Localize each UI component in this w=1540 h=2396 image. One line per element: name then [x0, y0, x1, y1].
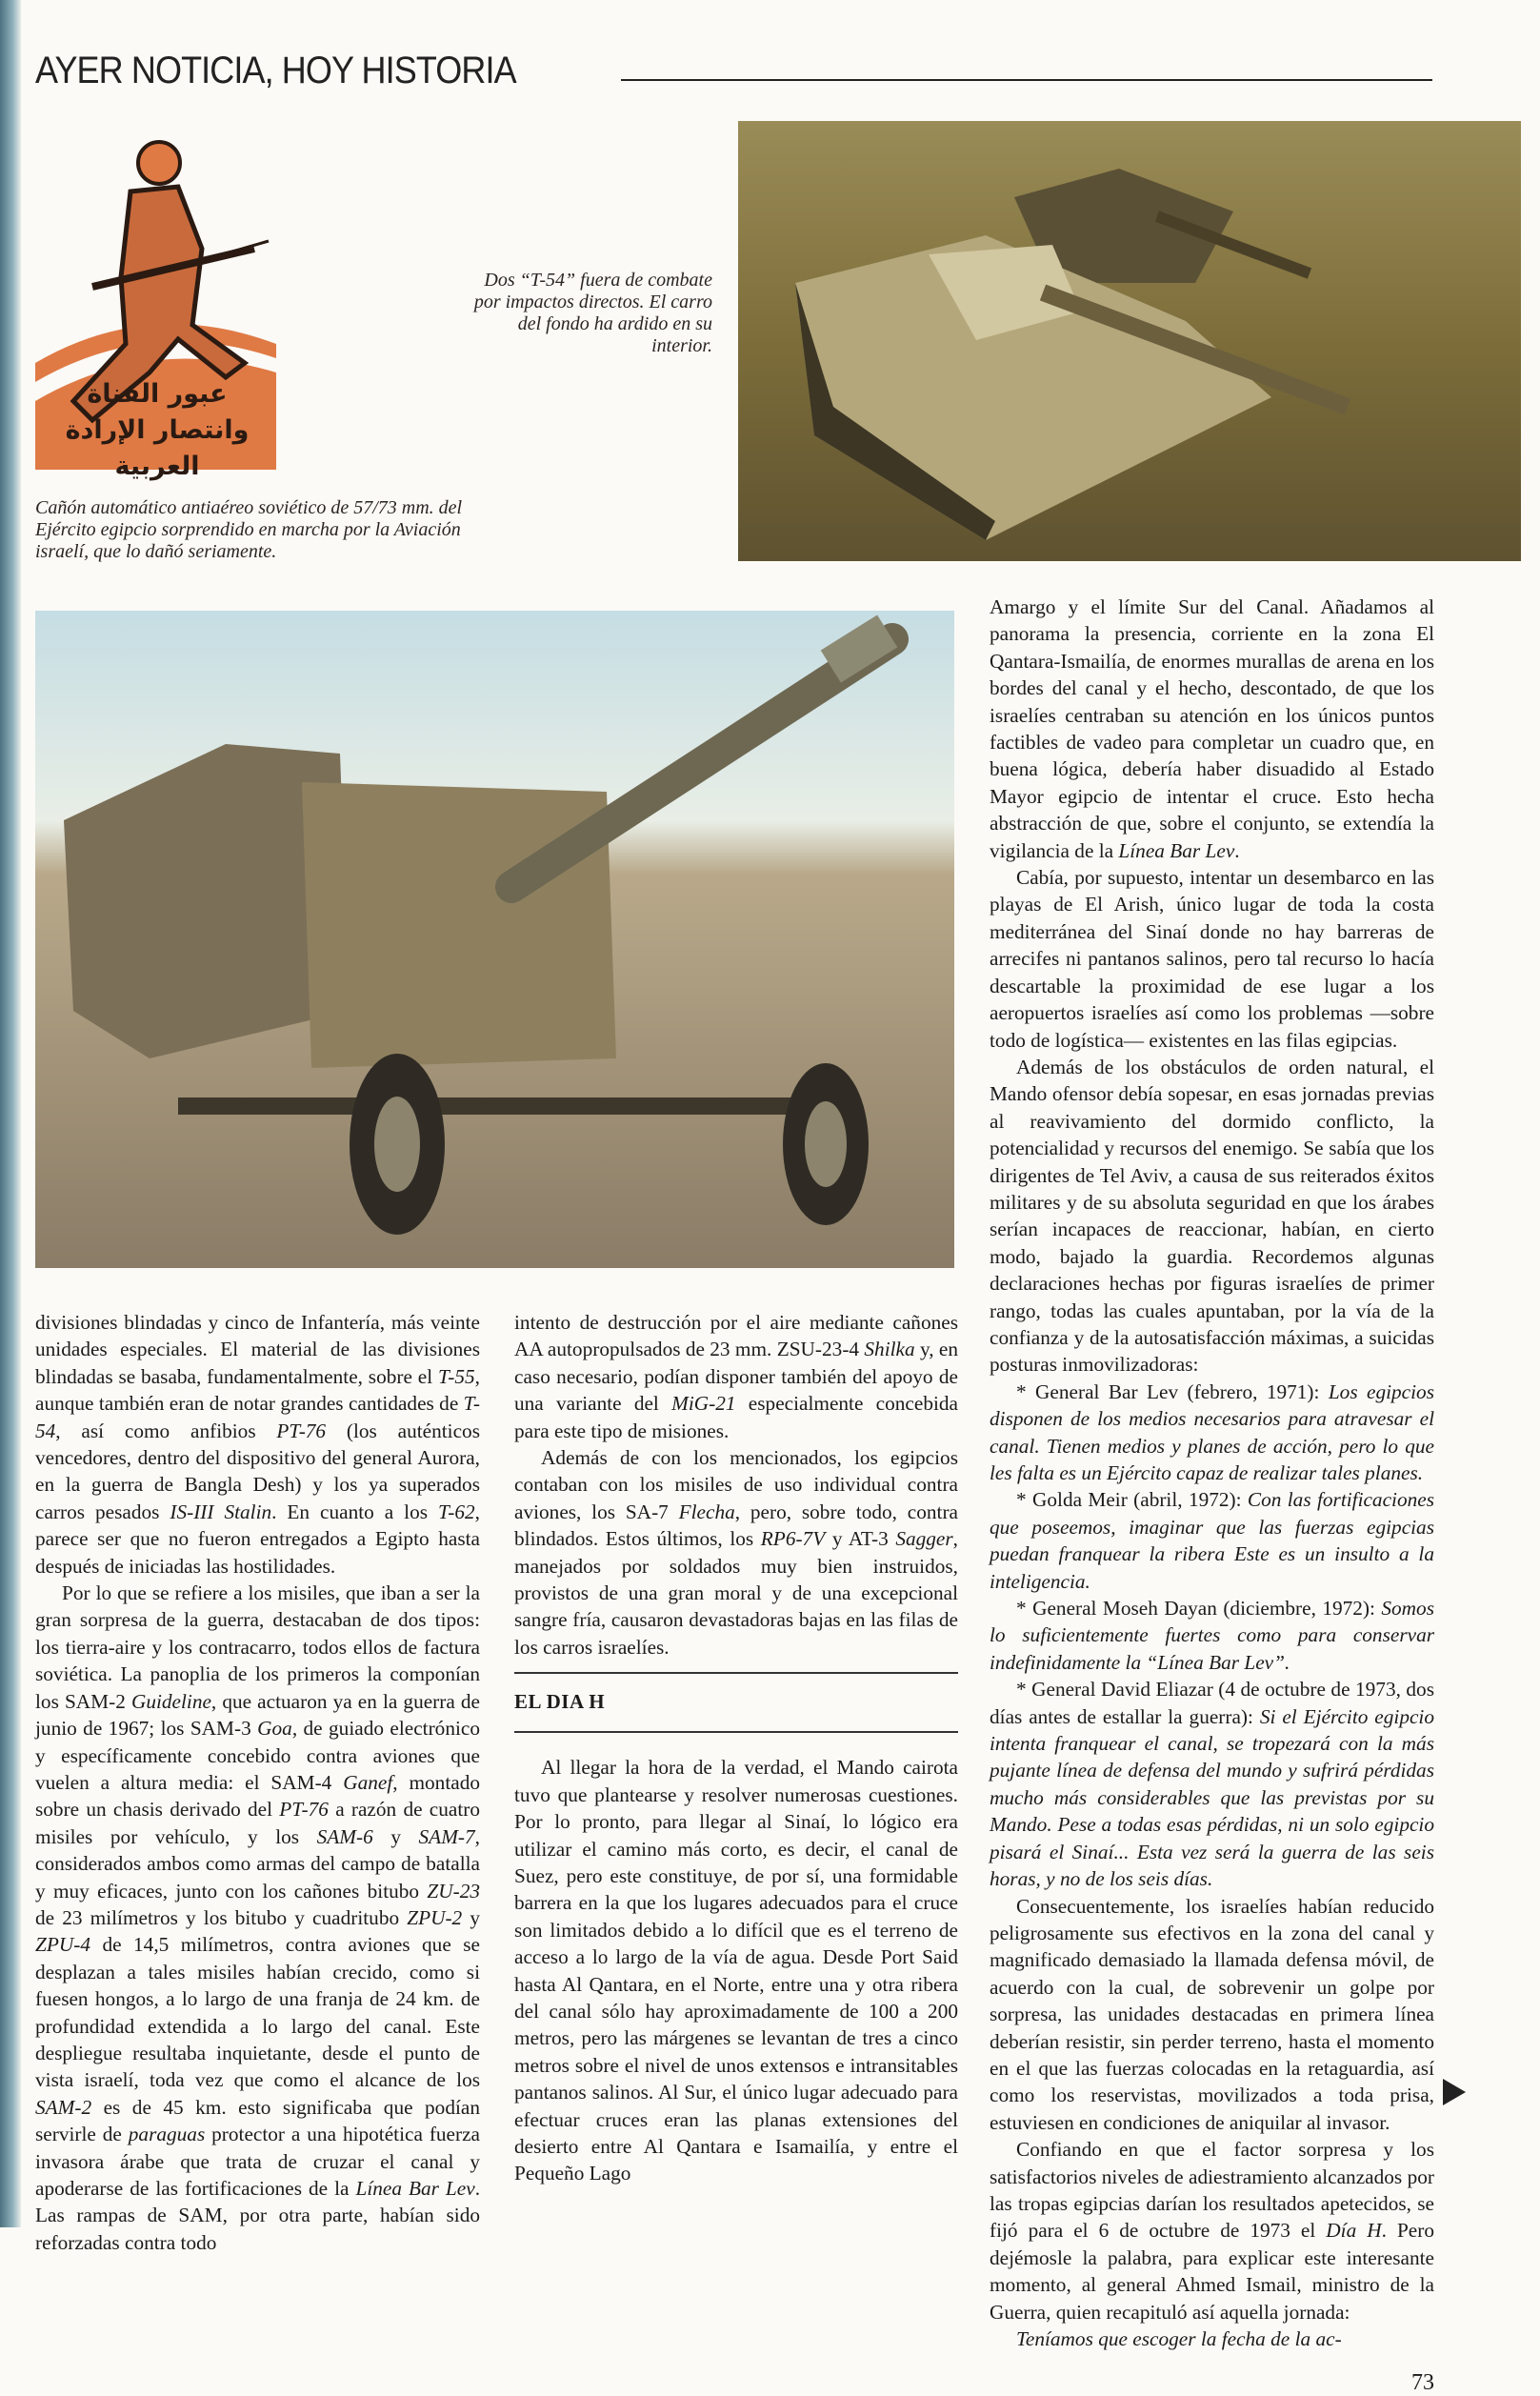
- italic-text: T-54: [35, 1392, 480, 1442]
- italic-text: Si el Ejército egipcio intenta franquear el canal, se tropezará con la más pujante línea de defensa del mundo y sufrirá pérdidas mucho más considerables que las previstas por su Mando. Pese a todas esas pérdidas, ni un solo egipcio pisará el Sinaí... Esta vez será la guerra de las seis horas, y no de los seis días.: [990, 1704, 1434, 1891]
- italic-text: IS-III Stalin: [170, 1500, 272, 1523]
- paragraph: Amargo y el límite Sur del Canal. Añadamos al panorama la presencia, corriente en la zona El Qantara-Ismailía, de enormes murallas de arena en los bordes del canal y el hecho, descontado, de que los israelíes centraban su atención en los únicos puntos factibles de vadeo para completar un cuadro que, en buena lógica, debería haber disuadido al Estado Mayor egipcio de intentar el cruce. Esto hecha abstracción de que, sobre el conjunto, se extendía la vigilancia de la Línea Bar Lev.: [990, 595, 1434, 862]
- italic-text: Con las fortificaciones que poseemos, imaginar que las fuerzas egipcias puedan franquear la ribera Este es un insulto a la inteligencia.: [990, 1488, 1434, 1593]
- article-column-2-stack: [514, 1309, 958, 2187]
- paragraph: Consecuentemente, los israelíes habían reducido peligrosamente sus efectivos en la zona del canal y magnificado demasiado la llamada defensa móvil, de acuerdo con la cual, de sobrevenir un golpe por sorpresa, las unidades destacadas en primera línea deberían resistir, sin perder terreno, hasta el momento en el que las fuerzas colocadas en la retaguardia, así como los reservistas, movilizados a toda prisa, estuviesen en condiciones de aniquilar al invasor.: [990, 1894, 1434, 2134]
- paragraph: * General David Eliazar (4 de octubre de 1973, dos días antes de estallar la guerra): Si el Ejército egipcio intenta franquear el canal, se tropezará con la más pujante línea de defensa del mundo y sufrirá pérdidas mucho más considerables que las previstas por su Mando. Pese a todas esas pérdidas, ni un solo egipcio pisará el Sinaí... Esta vez será la guerra de las seis horas, y no de los seis días.: [990, 1678, 1434, 1891]
- section-rule-bottom: [514, 1731, 958, 1733]
- italic-text: Los egipcios disponen de los medios necesarios para atravesar el canal. Tienen medios y planes de acción, pero lo que les falta es un Ejército capaz de realizar tales planes.: [990, 1379, 1434, 1484]
- italic-text: PT-76: [276, 1419, 327, 1442]
- triangle-right-icon: [1443, 2079, 1466, 2105]
- arabic-line: وانتصار الإرادة العربية: [65, 415, 250, 481]
- article-column-3-stack: [990, 594, 1434, 2396]
- paragraph: Cabía, por supuesto, intentar un desembarco en las playas de El Arish, único lugar de toda la costa mediterránea del Sinaí donde no hay barreras de arrecifes ni pantanos salinos, pero tal recurso lo hacía descartable la proximidad de ese lugar a los aeropuertos israelíes así como los problemas —sobre todo de logística— existentes en las filas egipcias.: [990, 866, 1434, 1052]
- article-column-3: [990, 594, 1434, 2352]
- italic-text: Ganef: [343, 1770, 393, 1794]
- italic-text: RP6-7V: [760, 1527, 826, 1551]
- page-number: 73: [1411, 2370, 1434, 2396]
- paragraph: Además de los obstáculos de orden natural, el Mando ofensor debía sopesar, en esas jornadas previas al reavivamiento del dormido conflicto, la potencialidad y recursos del enemigo. Se sabía que los dirigentes de Tel Aviv, a causa de sus reiterados éxitos militares y de su absoluta seguridad en que los árabes serían incapaces de reaccionar, habían, en cierto modo, bajado la guardia. Recordemos algunas declaraciones hechas por figuras israelíes de primer rango, todas las cuales apuntaban, por la vía de la confianza y de la autosatisfacción máximas, a suicidas posturas inmovilizadoras:: [990, 1055, 1434, 1377]
- italic-text: SAM-7: [418, 1824, 475, 1848]
- italic-text: Línea Bar Lev: [1118, 838, 1235, 862]
- article-column-2-section: [514, 1754, 958, 2187]
- paragraph: Confiando en que el factor sorpresa y los satisfactorios niveles de adiestramiento alcanzados por las tropas egipcias darían los resultados apetecidos, se fijó para el 6 de octubre de 1973 el Día H. Pero dejémosle la palabra, para explicar este interesante momento, al general Ahmed Ismail, ministro de la Guerra, quien recapituló así aquella jornada:: [990, 2138, 1435, 2324]
- italic-text: Día H: [1326, 2219, 1382, 2243]
- italic-text: SAM-2: [35, 2095, 92, 2119]
- paragraph: divisiones blindadas y cinco de Infantería, más veinte unidades especiales. El material de las divisiones blindadas se basaba, fundamentalmente, sobre el T-55, aunque también eran de notar grandes cantidades de T-54, así como anfibios PT-76 (los auténticos vencedores, dentro del dispositivo del general Aurora, en la guerra de Bangla Desh) y los ya superados carros pesados IS-III Stalin. En cuanto a los T-62, parece ser que no fueron entregados a Egipto hasta después de iniciadas las hostilidades.: [35, 1311, 480, 1578]
- italic-text: ZU-23: [427, 1879, 480, 1903]
- italic-text: Teníamos que escoger la fecha de la ac-: [1016, 2327, 1342, 2350]
- paragraph: * General Bar Lev (febrero, 1971): Los egipcios disponen de los medios necesarios para atravesar el canal. Tienen medios y planes de acción, pero lo que les falta es un Ejército capaz de realizar tales planes.: [990, 1379, 1434, 1484]
- italic-text: Línea Bar Lev: [355, 2177, 475, 2200]
- italic-text: MiG-21: [671, 1392, 736, 1416]
- italic-text: SAM-6: [316, 1824, 373, 1848]
- italic-text: Sagger: [895, 1527, 953, 1551]
- italic-text: ZPU-2: [407, 1905, 463, 1929]
- italic-text: paraguas: [128, 2123, 206, 2146]
- arabic-line: عبور القناة: [87, 379, 228, 409]
- paragraph: Al llegar la hora de la verdad, el Mando cairota tuvo que plantearse y resolver numerosas cuestiones. Por lo pronto, para llegar al Sinaí, lo lógico era utilizar el camino más corto, es decir, el canal de Suez, pero este constituye, de por sí, una formidable barrera en la que los lugares adecuados para el cruce son limitados debido a lo difícil que es el terreno de acceso a lo largo de la vía de agua. Desde Port Said hasta Al Qantara, en el Norte, entre una y otra ribera del canal sólo hay aproximadamente de 100 a 200 metros, pero las márgenes se levantan de tres a cinco metros sobre el nivel de unos extensos e intransitables pantanos salinos. Al Sur, el único lugar adecuado para efectuar cruces eran las planas extensiones del desierto entre Al Qantara e Isamailía, y entre el Pequeño Lago: [514, 1756, 958, 2185]
- paragraph: intento de destrucción por el aire mediante cañones AA autopropulsados de 23 mm. ZSU-23-4 Shilka y, en caso necesario, podían disponer también del apoyo de una variante del MiG-21 especialmente concebida para este tipo de misiones.: [514, 1311, 958, 1442]
- italic-text: Flecha: [678, 1500, 735, 1523]
- section-rule-top: [514, 1672, 958, 1674]
- italic-text: Somos lo suficientemente fuertes como para conservar indefinidamente la “Línea Bar Lev”.: [990, 1597, 1434, 1674]
- italic-text: Shilka: [864, 1338, 915, 1361]
- italic-text: T-55: [438, 1364, 475, 1388]
- section-heading: EL DIA H: [514, 1690, 606, 1714]
- paragraph: [990, 2326, 1434, 2352]
- tanks-photo: [738, 121, 1521, 561]
- paragraph: * Golda Meir (abril, 1972): Con las fortificaciones que poseemos, imaginar que las fuerzas egipcias puedan franquear la ribera Este es un insulto a la inteligencia.: [990, 1488, 1434, 1593]
- italic-text: ZPU-4: [35, 1933, 90, 1957]
- paragraph: Por lo que se refiere a los misiles, que iban a ser la gran sorpresa de la guerra, destacaban de dos tipos: los tierra-aire y los contracarro, todos ellos de factura soviética. La panoplia de los primeros la componían los SAM-2 Guideline, que actuaron ya en la guerra de junio de 1967; los SAM-3 Goa, de guiado electrónico y específicamente concebido contra aviones que vuelen a altura media: el SAM-4 Ganef, montado sobre un chasis derivado del PT-76 a razón de cuatro misiles por vehículo, y los SAM-6 y SAM-7, considerados ambos como armas del campo de batalla y muy eficaces, junto con los cañones bitubo ZU-23 de 23 milímetros y los bitubo y cuadritubo ZPU-2 y ZPU-4 de 14,5 milímetros, contra aviones que se desplazan a tales misiles habían crecido, como si fuesen hongos, a lo largo de una franja de 24 km. de profundidad extendida a lo largo del canal. Este despliegue resultaba inquietante, desde el punto de vista israelí, toda vez que como el alcance de los SAM-2 es de 45 km. esto significaba que podían servirle de paraguas protector a una hipotética fuerza invasora árabe que trata de cruzar el canal y apoderarse de las fortificaciones de la Línea Bar Lev. Las rampas de SAM, por otra parte, habían sido reforzadas contra todo: [35, 1581, 481, 2254]
- italic-text: T-62: [438, 1500, 475, 1523]
- tanks-caption: Dos “T-54” fuera de combate por impactos directos. El carro del fondo ha ardido en su interior.: [473, 270, 712, 356]
- article-column-2: [514, 1309, 958, 1661]
- paragraph: Además de con los mencionados, los egipcios contaban con los misiles de uso individual contra aviones, los SA-7 Flecha, pero, sobre todo, contra blindados. Estos últimos, los RP6-7V y AT-3 Sagger, manejados por soldados muy bien instruidos, provistos de una gran moral y de una excepcional sangre fría, causaron devastadoras bajas en las filas de los carros israelíes.: [514, 1446, 958, 1659]
- poster-arabic-text: [43, 376, 271, 485]
- gun-caption: Cañón automático antiaéreo soviético de 57/73 mm. del Ejército egipcio sorprendido en marcha por la Aviación israelí, que lo dañó seriamente.: [35, 497, 463, 562]
- anti-aircraft-gun-photo: [35, 611, 954, 1268]
- italic-text: PT-76: [279, 1798, 329, 1822]
- article-column-1: [35, 1309, 480, 2256]
- scan-edge: [0, 0, 21, 2227]
- italic-text: Goa: [257, 1717, 292, 1741]
- italic-text: Guideline: [130, 1689, 211, 1713]
- title-rule: [621, 79, 1432, 81]
- running-title: AYER NOTICIA, HOY HISTORIA: [35, 50, 516, 91]
- paragraph: * General Moseh Dayan (diciembre, 1972): Somos lo suficientemente fuertes como para conservar indefinidamente la “Línea Bar Lev”.: [990, 1597, 1434, 1674]
